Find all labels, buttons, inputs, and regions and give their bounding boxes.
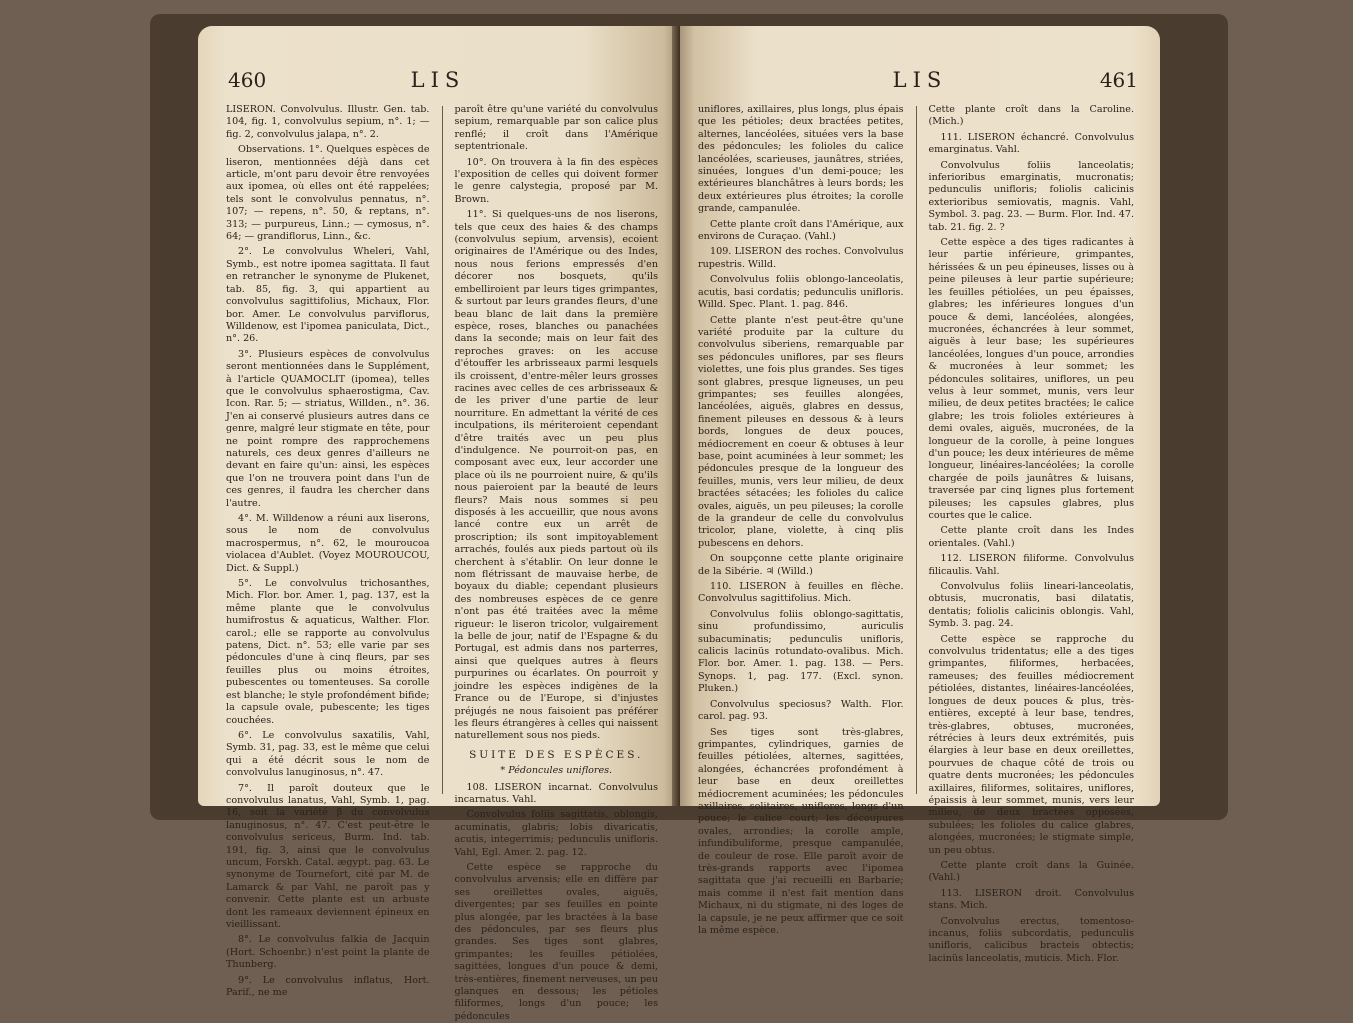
paragraph: 2°. Le convolvulus Wheleri, Vahl, Symb., est notre ipomea sagittata. Il faut en retrancher le synonyme de Plukenet, tab. 85, fig. 3, qui appartient au convolvulus sagittifolius, Michaux, Flor. bor. Amer. Le convolvulus parviflorus, Willdenow, est l'ipomea paniculata, Dict., n°. 26. — [226, 246, 430, 345]
right-page-number: 461 — [1099, 68, 1138, 92]
species-heading: 110. LISERON à feuilles en flèche. Convolvulus sagittifolius. Mich. — [698, 581, 904, 605]
paragraph: Convolvulus foliis oblongo-lanceolatis, acutis, basi cordatis; pedunculis unifloris. Willd. Spec. Plant. 1. pag. 846. — [698, 274, 904, 311]
left-head-title: LIS — [410, 68, 466, 92]
paragraph: On soupçonne cette plante originaire de la Sibérie. ♃ (Willd.) — [698, 553, 904, 577]
species-heading: 108. LISERON incarnat. Convolvulus incarnatus. Vahl. — [454, 781, 658, 805]
right-column-2 — [928, 104, 1135, 964]
right-column-1 — [698, 104, 904, 936]
paragraph: Convolvulus speciosus? Walth. Flor. carol. pag. 93. — [698, 698, 904, 723]
section-subtitle: * Pédoncules uniflores. — [500, 765, 613, 777]
paragraph: 6°. Le convolvulus saxatilis, Vahl, Symb. 31, pag. 33, est le même que celui qui a été décrit sous le nom de convolvulus lanuginosus, n°. 47. — [226, 729, 430, 779]
right-head-title: LIS — [892, 68, 948, 92]
paragraph: Cette espèce se rapproche du convolvulus arvensis; elle en diffère par ses oreillettes ovales, aiguës, divergentes; par ses feuilles en pointe plus alongée, par les bractées à la base des pédoncules, par ses fleurs plus grandes. Ses tiges sont glabres, grimpantes; les feuilles pétiolées, sagittées, longues d'un pouce & demi, très-entières, finement nerveuses, un peu glanques en dessous; les pétioles filiformes, longs d'un pouce; les pédoncules — [454, 861, 658, 1022]
left-columns — [226, 104, 658, 1022]
paragraph: Cette plante croît dans la Caroline. (Mich.) — [928, 104, 1134, 128]
left-column-2 — [454, 104, 659, 1022]
right-page — [680, 26, 1160, 964]
paragraph: Cette espèce a des tiges radicantes à leur partie inférieure, grimpantes, hérissées & un peu épineuses, lisses ou à peine pileuses à leur partie supérieure; les feuilles pétiolées, un peu épaisses, glabres; les inférieures longues d'un pouce & demi, lancéolées, alongées, mucronées, échancrées à leur sommet, aiguës à leur base; les supérieures lancéolées, longues d'un pouce, arrondies & mucronées à leur sommet; les pédoncules solitaires, uniflores, un peu velus à leur sommet, munis, vers leur milieu, de deux petites bractées; le calice glabre; les trois folioles extérieures à demi ovales, aiguës, mucronées, de la longueur de la corolle, à peine longues d'un pouce; les deux intérieures de même longueur, linéaires-lancéolées; la corolle chargée de poils jaunâtres & luisans, traversée par cinq lignes plus fortement pileuses; les capsules glabres, plus courtes que le calice. — [928, 237, 1134, 521]
column-divider — [442, 106, 443, 794]
paragraph: Convolvulus foliis oblongo-sagittatis, sinu profundissimo, auriculis subacuminatis; pedunculis unifloris, calicis lacinüs rotundato-ovalibus. Mich. Flor. bor. Amer. 1. pag. 138. — Pers. Synops. 1, pag. 177. (Excl. synon. Pluken.) — [698, 608, 904, 695]
paragraph: 9°. Le convolvulus inflatus, Hort. Parif., ne me — [226, 974, 430, 999]
left-page — [198, 26, 678, 1022]
column-divider — [916, 106, 917, 794]
paragraph: Cette plante croît dans les Indes orientales. (Vahl.) — [928, 525, 1134, 549]
paragraph: Convolvulus foliis lanceolatis; inferioribus emarginatis, mucronatis; pedunculis unifloris; foliolis calicinis exterioribus semiovatis, magnis. Vahl, Symbol. 3. pag. 23. — Burm. Flor. Ind. 47. tab. 21. fig. 2. ? — [928, 159, 1134, 233]
species-heading: 111. LISERON échancré. Convolvulus emarginatus. Vahl. — [928, 131, 1134, 156]
paragraph: 7°. Il paroît douteux que le convolvulus lanatus, Vahl, Symb. 1, pag. 16, soit la variété β du convolvulus lanuginosus, n°. 47. C'est peut-être le convolvulus sericeus, Burm. Ind. tab. 191, fig. 3, ainsi que le convolvulus uncum, Forskh. Catal. ægypt. pag. 63. Le synonyme de Tournefort, cité par M. de Lamarck & par Vahl, ne paroît pas y convenir. Cette plante est un arbuste dont les rameaux deviennent épineux en vieillissant. — [226, 782, 430, 930]
left-column-1 — [226, 104, 430, 999]
species-heading: 112. LISERON filiforme. Convolvulus filicaulis. Vahl. — [928, 553, 1134, 577]
left-page-number: 460 — [228, 68, 267, 92]
paragraph: Convolvulus foliis sagittatis, oblongis, acuminatis, glabris; lobis divaricatis, acutis, integerrimis; pedunculis unifloris. Vahl, Egl. Amer. 2. pag. 12. — [454, 809, 658, 858]
paragraph: Cette plante croît dans l'Amérique, aux environs de Curaçao. (Vahl.) — [698, 218, 904, 243]
paragraph: Cette plante n'est peut-être qu'une variété produite par la culture du convolvulus siberiens, remarquable par ses pédoncules uniflores, par ses fleurs violettes, une fois plus grandes. Ses tiges sont glabres, presque ligneuses, un peu grimpantes; ses feuilles alongées, lancéolées, aiguës, glabres en dessus, finement pileuses en dessous & à leurs bords, longues de deux pouces, médiocrement en coeur & obtuses à leur base, point acuminées à leur sommet; les pédoncules presque de la longueur des feuilles, munis, vers leur milieu, de deux bractées sétacées; les folioles du calice ovales, aiguës, un peu pileuses; la corolle de la grandeur de celle du convolvulus tricolor, plane, violette, à cinq plis pubescens en dehors. — [698, 314, 904, 549]
paragraph: Observations. 1°. Quelques espèces de liseron, mentionnées déjà dans cet article, m'ont paru devoir être renvoyées aux ipomea, où elles ont été rappelées; tels sont le convolvulus pennatus, n°. 107; — repens, n°. 50, & reptans, n°. 313; — purpureus, Linn.; — cymosus, n°. 64; — grandiflorus, Linn., &c. — [226, 144, 430, 243]
right-columns — [698, 104, 1134, 964]
paragraph: uniflores, axillaires, plus longs, plus épais que les pétioles; deux bractées petites, alternes, lancéolées, situées vers la base des pédoncules; les folioles du calice lancéolées, scarieuses, jaunâtres, striées, sinuées, longues d'un demi-pouce; les extérieures blanchâtres à leurs bords; les deux extérieures plus étroites; la corolle grande, campanulée. — [698, 104, 904, 215]
species-heading: 113. LISERON droit. Convolvulus stans. Mich. — [928, 887, 1134, 912]
paragraph: Cette plante croît dans la Guinée. (Vahl.) — [928, 859, 1134, 884]
paragraph: LISERON. Convolvulus. Illustr. Gen. tab. 104, fig. 1, convolvulus sepium, n°. 1; — fig. 2, convolvulus jalapa, n°. 2. — [226, 104, 430, 140]
paragraph: 8°. Le convolvulus falkia de Jacquin (Hort. Schoenbr.) n'est point la plante de Thunberg. — [226, 934, 430, 971]
paragraph: Convolvulus foliis lineari-lanceolatis, obtusis, mucronatis, basi dilatatis, dentatis; foliolis calicinis oblongis. Vahl, Symb. 3. pag. 24. — [928, 581, 1134, 630]
paragraph: paroît être qu'une variété du convolvulus sepium, remarquable par son calice plus renflé; il croît dans l'Amérique septentrionale. — [454, 104, 658, 153]
paragraph: 11°. Si quelques-uns de nos liserons, tels que ceux des haies & des champs (convolvulus sepium, arvensis), ecoient originaires de l'Amérique ou des Indes, nous nous ferions empressés d'en décorer nos bosquets, qu'ils embelliroient par leurs tiges grimpantes, & surtout par leurs grandes fleurs, d'une beau blanc de lait dans la première espèce, roses, blanches ou panachées dans la seconde; mais on leur fait des reproches graves: on les accuse d'étouffer les arbrisseaux parmi lesquels ils croissent, d'entre-mêler leurs grosses racines avec celles de ces arbrisseaux & de les priver d'une partie de leur nourriture. En admettant la vérité de ces inculpations, ils mériteroient cependant d'être traités avec un peu plus d'indulgence. Ne pourroit-on pas, en composant avec eux, leur accorder une place où ils ne pourroient nuire, & qu'ils nous paieroient par la beauté de leurs fleurs? Mais nous sommes si peu disposés à les accueillir, que nous avons lancé contre eux un arrêt de proscription; ils sont impitoyablement arrachés, foulés aux pieds partout où ils cherchent à s'établir. On leur donne le nom flétrissant de mauvaise herbe, de boyaux du diable; cependant plusieurs des nombreuses espèces de ce genre n'ont pas été traitées avec la même rigueur: le liseron tricolor, vulgairement la belle de jour, natif de l'Espagne & du Portugal, est admis dans nos parterres, ainsi que quelques autres à fleurs purpurines ou écarlates. On pourroit y joindre les espèces indigènes de la France ou de l'Europe, si d'injustes préjugés ne nous faisoient pas préférer les fleurs étrangères à celles qui naissent naturellement sous nos pieds. — [454, 209, 658, 742]
paragraph: Ses tiges sont très-glabres, grimpantes, cylindriques, garnies de feuilles pétiolées, alternes, sagittées, alongées, échancrées profondément à leur base en deux oreillettes médiocrement acuminées; les pédoncules axillaires, solitaires, uniflores, longs d'un pouce; le calice court; les découpures ovales, arrondies; la corolle ample, infundibuliforme, presque campanulée, de couleur de rose. Elle paroît avoir de très-grands rapports avec l'ipomea sagittata que j'ai recueilli en Barbarie; mais comme il n'est fait mention dans Michaux, ni du stigmate, ni des loges de la capsule, je ne peux affirmer que ce soit la même espèce. — [698, 726, 904, 936]
paragraph: Cette espèce se rapproche du convolvulus tridentatus; elle a des tiges grimpantes, filiformes, herbacées, rameuses; des feuilles médiocrement pétiolées, distantes, linéaires-lancéolées, longues de deux pouces & plus, très-entières, excepté à leur base, tendres, très-glabres, obtuses, mucronées, rétrécies à leurs deux extrémités, puis élargies à leur base en deux oreillettes, pourvues de chaque côté de trois ou quatre dents mucronées; les pédoncules axillaires, filiformes, solitaires, uniflores, épaissis à leur sommet, munis, vers leur milieu, de deux bractées opposées, subulées; les folioles du calice glabres, alongées, mucronées; le stigmate simple, un peu obtus. — [928, 633, 1134, 856]
paragraph: Convolvulus erectus, tomentoso-incanus, foliis subcordatis, pedunculis unifloris, calicibus bracteis obtectis; lacinüs lanceolatis, muticis. Mich. Flor. — [928, 915, 1134, 964]
paragraph: 4°. M. Willdenow a réuni aux liserons, sous le nom de convolvulus macrospermus, n°. 62, le mouroucoa violacea d'Aublet. (Voyez MOUROUCOU, Dict. & Suppl.) — [226, 513, 430, 574]
left-running-head — [198, 68, 678, 96]
species-heading: 109. LISERON des roches. Convolvulus rupestris. Willd. — [698, 246, 904, 270]
paragraph: 5°. Le convolvulus trichosanthes, Mich. Flor. bor. Amer. 1, pag. 137, est la même plante que le convolvulus humifrostus & aquaticus, Walther. Flor. carol.; elle se rapporte au convolvulus patens, Dict. n°. 53; elle varie par ses pédoncules d'une à cinq fleurs, par ses feuilles plus ou moins étroites, pubescentes ou tomenteuses. Sa corolle est blanche; le style profondément bifide; la capsule ovale, pubescente; les tiges couchées. — [226, 578, 430, 726]
paragraph: 10°. On trouvera à la fin des espèces l'exposition de celles qui doivent former le genre calystegia, proposé par M. Brown. — [454, 156, 658, 205]
right-running-head — [680, 68, 1160, 96]
paragraph: 3°. Plusieurs espèces de convolvulus seront mentionnées dans le Supplément, à l'article QUAMOCLIT (ipomea), telles que le convolvulus sphaerostigma, Cav. Icon. Rar. 5; — striatus, Willden., n°. 36. J'en ai conservé plusieurs autres dans ce genre, malgré leur stigmate en tête, pour ne point rompre des rapprochemens naturels, ces deux genres d'ailleurs ne devant en faire qu'un: ainsi, les espèces que l'on ne trouvera point dans l'un de ces genres, il faudra les chercher dans l'autre. — [226, 348, 430, 509]
section-title: SUITE DES ESPÈCES. — [469, 748, 644, 761]
